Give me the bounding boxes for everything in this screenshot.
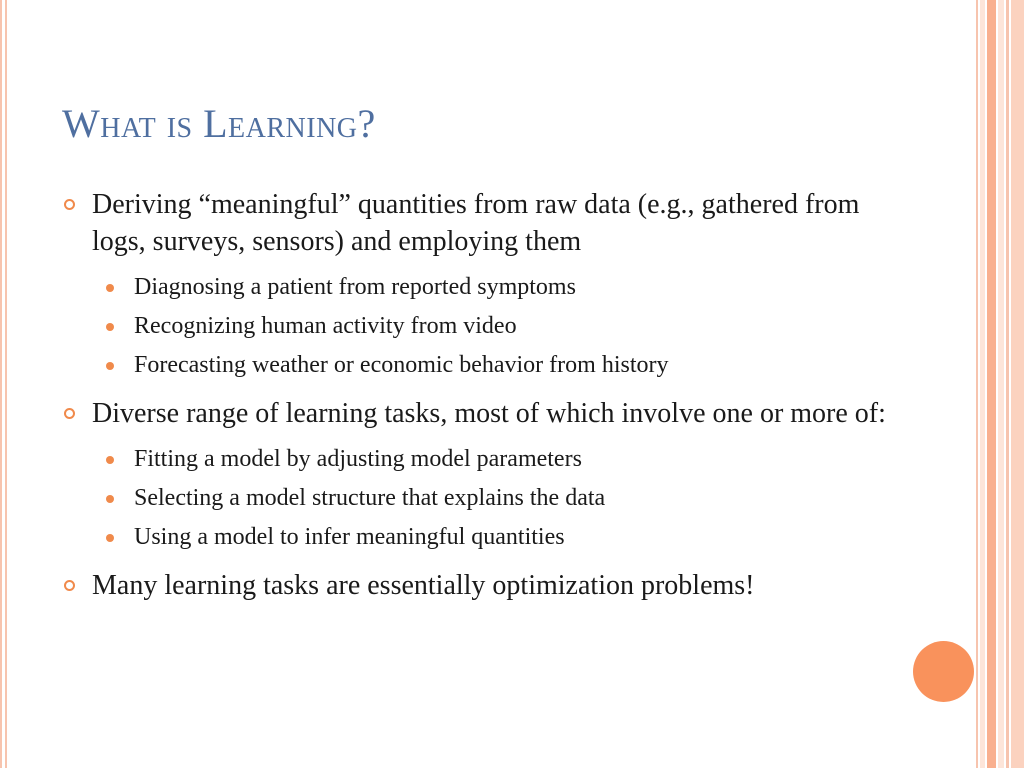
bullet-list (62, 186, 902, 608)
dot-bullet-icon (106, 456, 114, 464)
sub-bullet-item: Recognizing human activity from video (102, 307, 902, 346)
sub-bullet-item: Using a model to infer meaningful quantities (102, 518, 902, 557)
slide-title (62, 100, 376, 147)
dot-bullet-icon (106, 362, 114, 370)
ring-bullet-icon (64, 580, 75, 591)
sub-bullet-list (102, 440, 902, 557)
dot-bullet-icon (106, 534, 114, 542)
bullet-item: Deriving “meaningful” quantities from raw data (e.g., gathered from logs, surveys, sensors) and employing them (62, 186, 902, 260)
orange-circle-decoration (913, 641, 974, 702)
left-border-decoration (0, 0, 7, 768)
bullet-item: Many learning tasks are essentially optimization problems! (62, 567, 902, 604)
ring-bullet-icon (64, 408, 75, 419)
sub-bullet-item: Forecasting weather or economic behavior from history (102, 346, 902, 385)
right-stripe-decoration (976, 0, 1024, 768)
sub-bullet-item: Diagnosing a patient from reported symptoms (102, 268, 902, 307)
sub-bullet-item: Fitting a model by adjusting model parameters (102, 440, 902, 479)
dot-bullet-icon (106, 495, 114, 503)
title-text: What is Learning? (62, 101, 376, 146)
ring-bullet-icon (64, 199, 75, 210)
sub-bullet-list (102, 268, 902, 385)
dot-bullet-icon (106, 284, 114, 292)
bullet-item: Diverse range of learning tasks, most of which involve one or more of: (62, 395, 902, 432)
sub-bullet-item: Selecting a model structure that explains the data (102, 479, 902, 518)
dot-bullet-icon (106, 323, 114, 331)
